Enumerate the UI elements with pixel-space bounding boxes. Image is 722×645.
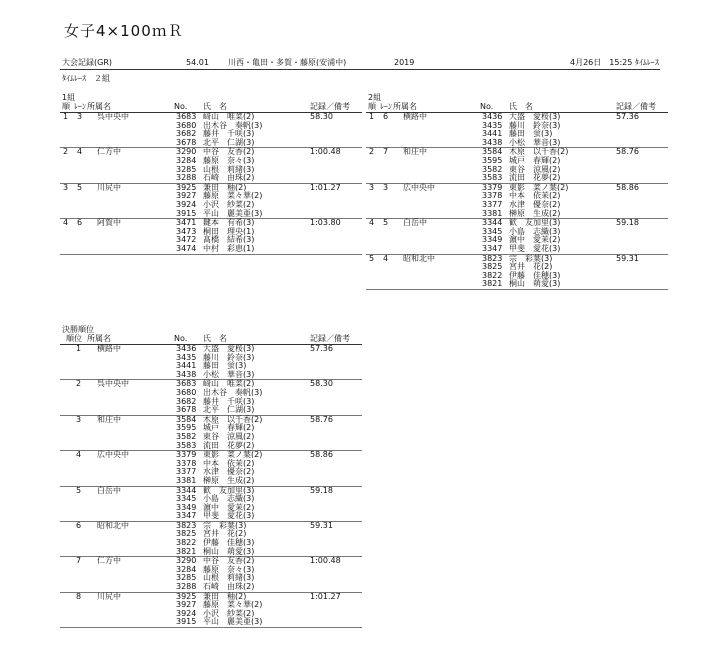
member-number: 3438 xyxy=(176,369,197,379)
member-row xyxy=(366,280,668,289)
member-number: 3288 xyxy=(176,173,197,183)
col-no: No. xyxy=(174,102,188,111)
team-school: 和庄中 xyxy=(403,147,427,157)
col-rank: 順 xyxy=(62,102,70,111)
team-row xyxy=(60,184,362,219)
member-number: 3347 xyxy=(482,243,503,253)
meet-record-label: 大会記録(GR) xyxy=(62,58,112,67)
member-name: 鍵本 有希(3) xyxy=(203,218,255,228)
member-number: 3927 xyxy=(176,191,197,201)
team-rank: 6 xyxy=(76,520,82,530)
member-name: 藤原 奈々(3) xyxy=(203,155,255,165)
member-row xyxy=(366,210,668,219)
member-name: 兼田 釉(2) xyxy=(203,591,247,601)
team-row xyxy=(60,345,362,380)
team-row xyxy=(366,148,668,183)
col-no: No. xyxy=(174,334,188,343)
member-name: 藤井 千咲(3) xyxy=(203,396,255,406)
team-rank: 4 xyxy=(76,450,82,460)
team-school: 白岳中 xyxy=(403,218,427,228)
member-number: 3595 xyxy=(176,423,197,433)
member-number: 3378 xyxy=(482,191,503,201)
member-name: 小松 華音(3) xyxy=(509,137,561,147)
team-time: 58.76 xyxy=(310,414,333,424)
member-number: 3474 xyxy=(176,243,197,253)
member-name: 宗 彩葉(3) xyxy=(509,253,553,263)
team-lane: 4 xyxy=(77,147,83,157)
member-number: 3678 xyxy=(176,137,197,147)
member-name: 宮井 花(2) xyxy=(203,529,247,539)
team-lane: 6 xyxy=(383,112,389,121)
member-name: 藤原 菜々華(2) xyxy=(203,191,263,201)
member-number: 3822 xyxy=(482,270,503,280)
member-name: 流田 花夢(2) xyxy=(509,173,561,183)
member-number: 3435 xyxy=(482,120,503,130)
col-name: 氏 名 xyxy=(203,102,227,111)
member-row xyxy=(60,442,362,451)
team-school: 広中央中 xyxy=(403,182,435,192)
team-rank: 5 xyxy=(76,485,82,495)
member-name: 﨑山 唯菜(2) xyxy=(203,112,255,121)
member-number: 3284 xyxy=(176,564,197,574)
team-rank: 3 xyxy=(63,182,69,192)
member-row xyxy=(60,174,362,183)
member-name: 中本 依茉(2) xyxy=(509,191,561,201)
meet-record-year: 2019 xyxy=(394,58,415,67)
team-rank: 4 xyxy=(369,218,375,228)
event-date: 4月26日 15:25 ﾀｲﾑﾚｰｽ xyxy=(570,58,659,67)
member-name: 桐田 理央(1) xyxy=(203,226,255,236)
team-school: 白岳中 xyxy=(97,485,121,495)
member-name: 藤井 千咲(3) xyxy=(203,129,255,139)
member-name: 﨑山 唯菜(2) xyxy=(203,379,255,389)
col-record: 記録／備考 xyxy=(616,102,656,111)
member-name: 甲斐 愛花(3) xyxy=(203,511,255,521)
member-number: 3344 xyxy=(176,485,197,495)
col-school: 所属名 xyxy=(393,102,417,111)
member-number: 3345 xyxy=(482,226,503,236)
heat1-table xyxy=(60,103,362,255)
col-record: 記録／備考 xyxy=(310,334,350,343)
team-school: 阿賀中 xyxy=(97,218,121,228)
col-school: 所属名 xyxy=(87,102,111,111)
team-rank: 7 xyxy=(76,556,82,566)
member-number: 3915 xyxy=(176,208,197,218)
member-name: 小島 志織(3) xyxy=(203,494,255,504)
member-name: 小沢 紗菜(2) xyxy=(203,608,255,618)
team-rank: 1 xyxy=(63,112,69,121)
member-name: 中谷 友香(2) xyxy=(203,147,255,157)
member-name: 流田 花夢(2) xyxy=(203,440,255,450)
member-name: 宗 彩葉(3) xyxy=(203,520,247,530)
team-time: 58.30 xyxy=(310,112,333,121)
race-type: ﾀｲﾑﾚｰｽ ２組 xyxy=(62,74,110,83)
member-row xyxy=(60,245,362,254)
team-school: 川尻中 xyxy=(97,182,121,192)
heat2-label: 2組 xyxy=(368,93,382,102)
member-name: 中村 彩恵(1) xyxy=(203,243,255,253)
member-name: 大盛 愛桜(3) xyxy=(509,112,561,121)
col-name: 氏 名 xyxy=(203,334,227,343)
final-body xyxy=(60,345,362,628)
team-lane: 4 xyxy=(383,253,389,263)
col-lane: ﾚｰﾝ xyxy=(380,102,392,111)
member-number: 3582 xyxy=(482,164,503,174)
member-name: 大盛 愛桜(3) xyxy=(203,344,255,353)
member-row xyxy=(60,618,362,627)
team-time: 58.30 xyxy=(310,379,333,389)
heat2-body xyxy=(366,113,668,290)
member-number: 3285 xyxy=(176,573,197,583)
member-number: 3822 xyxy=(176,538,197,548)
team-school: 横路中 xyxy=(403,112,427,121)
member-name: 伊藤 佳穂(3) xyxy=(203,538,255,548)
member-name: 榊原 生成(2) xyxy=(203,475,255,485)
member-row xyxy=(60,583,362,592)
member-number: 3584 xyxy=(482,147,503,157)
member-name: 藤原 奈々(3) xyxy=(203,564,255,574)
team-school: 川尻中 xyxy=(97,591,121,601)
member-number: 3823 xyxy=(482,253,503,263)
heat1-body xyxy=(60,113,362,255)
member-number: 3377 xyxy=(176,467,197,477)
member-name: 小島 志織(3) xyxy=(509,226,561,236)
member-number: 3472 xyxy=(176,235,197,245)
team-row xyxy=(366,255,668,290)
member-number: 3349 xyxy=(176,502,197,512)
member-name: 藤原 菜々華(2) xyxy=(203,600,263,610)
team-time: 1:00.48 xyxy=(310,147,341,157)
member-row xyxy=(60,477,362,486)
team-time: 58.86 xyxy=(310,450,333,460)
member-number: 3680 xyxy=(176,120,197,130)
member-number: 3473 xyxy=(176,226,197,236)
member-name: 桐山 萌愛(3) xyxy=(509,279,561,289)
member-name: 宮井 花(2) xyxy=(509,262,553,272)
meet-record-time: 54.01 xyxy=(186,58,209,67)
col-rank: 順位 xyxy=(66,334,82,343)
member-name: 藤田 蛍(3) xyxy=(203,361,247,371)
member-name: 石崎 由珠(2) xyxy=(203,173,255,183)
col-rank: 順 xyxy=(368,102,376,111)
member-name: 中本 依茉(2) xyxy=(203,458,255,468)
member-name: 平山 麗美亜(3) xyxy=(203,208,263,218)
member-name: 水津 優奈(2) xyxy=(203,467,255,477)
team-time: 1:01.27 xyxy=(310,591,341,601)
member-name: 小松 華音(3) xyxy=(203,369,255,379)
member-name: 出木谷 奏帆(3) xyxy=(203,120,263,130)
member-name: 水津 優奈(2) xyxy=(509,199,561,209)
member-name: 出木谷 奏帆(3) xyxy=(203,387,263,397)
member-number: 3381 xyxy=(482,208,503,218)
team-rank: 1 xyxy=(369,112,375,121)
member-name: 山根 莉緒(3) xyxy=(203,573,255,583)
member-number: 3436 xyxy=(482,112,503,121)
member-name: 桐山 萌愛(3) xyxy=(203,546,255,556)
team-row xyxy=(60,451,362,486)
member-name: 東影 菜ノ葉(2) xyxy=(509,182,569,192)
team-rank: 3 xyxy=(76,414,82,424)
member-name: 平山 麗美亜(3) xyxy=(203,617,263,627)
team-rank: 2 xyxy=(369,147,375,157)
member-number: 3825 xyxy=(176,529,197,539)
member-number: 3683 xyxy=(176,379,197,389)
team-rank: 5 xyxy=(369,253,375,263)
member-name: 山根 莉緒(3) xyxy=(203,164,255,174)
member-name: 榊原 生成(2) xyxy=(509,208,561,218)
team-lane: 3 xyxy=(383,182,389,192)
member-name: 歓 友加里(3) xyxy=(203,485,255,495)
member-number: 3379 xyxy=(482,182,503,192)
member-name: 東影 菜ノ葉(2) xyxy=(203,450,263,460)
member-name: 伊藤 佳穂(3) xyxy=(509,270,561,280)
team-time: 59.31 xyxy=(616,253,639,263)
member-number: 3925 xyxy=(176,591,197,601)
member-number: 3285 xyxy=(176,164,197,174)
member-number: 3377 xyxy=(482,199,503,209)
team-lane: 3 xyxy=(77,112,83,121)
member-name: 木原 以千香(2) xyxy=(203,414,263,424)
team-school: 仁方中 xyxy=(97,556,121,566)
team-lane: 5 xyxy=(77,182,83,192)
col-school: 所属名 xyxy=(87,334,111,343)
member-number: 3583 xyxy=(482,173,503,183)
col-name: 氏 名 xyxy=(509,102,533,111)
member-number: 3435 xyxy=(176,352,197,362)
heat2-table xyxy=(366,103,668,290)
team-row xyxy=(60,416,362,451)
member-name: 濵中 愛茉(2) xyxy=(203,502,255,512)
team-rank: 2 xyxy=(76,379,82,389)
team-rank: 8 xyxy=(76,591,82,601)
team-rank: 3 xyxy=(369,182,375,192)
member-row xyxy=(60,512,362,521)
team-school: 和庄中 xyxy=(97,414,121,424)
member-name: 東谷 涼風(2) xyxy=(509,164,561,174)
member-name: 藤川 鈴奈(3) xyxy=(203,352,255,362)
member-number: 3915 xyxy=(176,617,197,627)
member-number: 3347 xyxy=(176,511,197,521)
member-number: 3381 xyxy=(176,475,197,485)
member-name: 石崎 由珠(2) xyxy=(203,582,255,592)
team-school: 仁方中 xyxy=(97,147,121,157)
member-row xyxy=(60,406,362,415)
member-name: 城戸 春輝(2) xyxy=(203,423,255,433)
team-rank: 1 xyxy=(76,344,82,353)
member-number: 3680 xyxy=(176,387,197,397)
member-name: 北平 仁湖(3) xyxy=(203,405,255,415)
member-number: 3682 xyxy=(176,129,197,139)
member-number: 3436 xyxy=(176,344,197,353)
member-number: 3924 xyxy=(176,608,197,618)
page-title: 女子4×100ｍＲ xyxy=(64,22,184,40)
col-record: 記録／備考 xyxy=(310,102,350,111)
team-time: 58.76 xyxy=(616,147,639,157)
member-number: 3925 xyxy=(176,182,197,192)
team-row xyxy=(60,380,362,415)
member-name: 甲斐 愛花(3) xyxy=(509,243,561,253)
member-number: 3583 xyxy=(176,440,197,450)
team-time: 57.36 xyxy=(616,112,639,121)
col-lane: ﾚｰﾝ xyxy=(74,102,86,111)
meet-record-holders: 川西・亀田・多賀・藤原(安浦中) xyxy=(228,58,347,67)
header-divider xyxy=(60,69,660,70)
heat1-label: 1組 xyxy=(62,93,76,102)
member-number: 3825 xyxy=(482,262,503,272)
member-name: 歓 友加里(3) xyxy=(509,218,561,228)
team-lane: 7 xyxy=(383,147,389,157)
member-name: 髙橋 結希(3) xyxy=(203,235,255,245)
member-name: 城戸 春輝(2) xyxy=(509,155,561,165)
team-row xyxy=(366,219,668,254)
team-time: 1:01.27 xyxy=(310,182,341,192)
member-number: 3290 xyxy=(176,556,197,566)
team-time: 57.36 xyxy=(310,344,333,353)
team-lane: 5 xyxy=(383,218,389,228)
col-no: No. xyxy=(480,102,494,111)
member-number: 3821 xyxy=(482,279,503,289)
member-name: 藤川 鈴奈(3) xyxy=(509,120,561,130)
member-number: 3288 xyxy=(176,582,197,592)
team-row xyxy=(366,113,668,148)
member-number: 3349 xyxy=(482,235,503,245)
team-time: 1:00.48 xyxy=(310,556,341,566)
team-row xyxy=(60,593,362,628)
team-school: 広中央中 xyxy=(97,450,129,460)
member-name: 中谷 友香(2) xyxy=(203,556,255,566)
member-number: 3683 xyxy=(176,112,197,121)
member-number: 3344 xyxy=(482,218,503,228)
team-school: 昭和北中 xyxy=(97,520,129,530)
member-number: 3823 xyxy=(176,520,197,530)
team-time: 59.31 xyxy=(310,520,333,530)
member-number: 3582 xyxy=(176,431,197,441)
member-row xyxy=(60,548,362,557)
member-number: 3927 xyxy=(176,600,197,610)
member-number: 3471 xyxy=(176,218,197,228)
team-rank: 4 xyxy=(63,218,69,228)
member-name: 兼田 釉(2) xyxy=(203,182,247,192)
member-number: 3584 xyxy=(176,414,197,424)
member-row xyxy=(366,174,668,183)
member-number: 3682 xyxy=(176,396,197,406)
team-school: 呉中央中 xyxy=(97,379,129,389)
member-number: 3438 xyxy=(482,137,503,147)
team-row xyxy=(60,219,362,254)
member-number: 3441 xyxy=(176,361,197,371)
team-row xyxy=(60,148,362,183)
member-name: 北平 仁湖(3) xyxy=(203,137,255,147)
member-row xyxy=(366,245,668,254)
member-name: 東谷 涼風(2) xyxy=(203,431,255,441)
member-number: 3924 xyxy=(176,199,197,209)
team-row xyxy=(60,557,362,592)
member-number: 3379 xyxy=(176,450,197,460)
team-time: 58.86 xyxy=(616,182,639,192)
team-school: 横路中 xyxy=(97,344,121,353)
member-number: 3378 xyxy=(176,458,197,468)
member-name: 木原 以千香(2) xyxy=(509,147,569,157)
member-row xyxy=(60,210,362,219)
team-rank: 2 xyxy=(63,147,69,157)
member-name: 濵中 愛茉(2) xyxy=(509,235,561,245)
member-number: 3441 xyxy=(482,129,503,139)
team-school: 昭和北中 xyxy=(403,253,435,263)
member-name: 小沢 紗菜(2) xyxy=(203,199,255,209)
member-number: 3678 xyxy=(176,405,197,415)
team-time: 59.18 xyxy=(616,218,639,228)
member-number: 3284 xyxy=(176,155,197,165)
team-row xyxy=(60,113,362,148)
team-lane: 6 xyxy=(77,218,83,228)
member-number: 3290 xyxy=(176,147,197,157)
final-table xyxy=(60,335,362,628)
team-row xyxy=(60,487,362,522)
team-time: 1:03.80 xyxy=(310,218,341,228)
team-time: 59.18 xyxy=(310,485,333,495)
member-name: 藤田 蛍(3) xyxy=(509,129,553,139)
team-school: 呉中央中 xyxy=(97,112,129,121)
member-number: 3595 xyxy=(482,155,503,165)
member-number: 3345 xyxy=(176,494,197,504)
team-row xyxy=(60,522,362,557)
member-number: 3821 xyxy=(176,546,197,556)
final-label: 決勝順位 xyxy=(62,325,94,334)
team-row xyxy=(366,184,668,219)
